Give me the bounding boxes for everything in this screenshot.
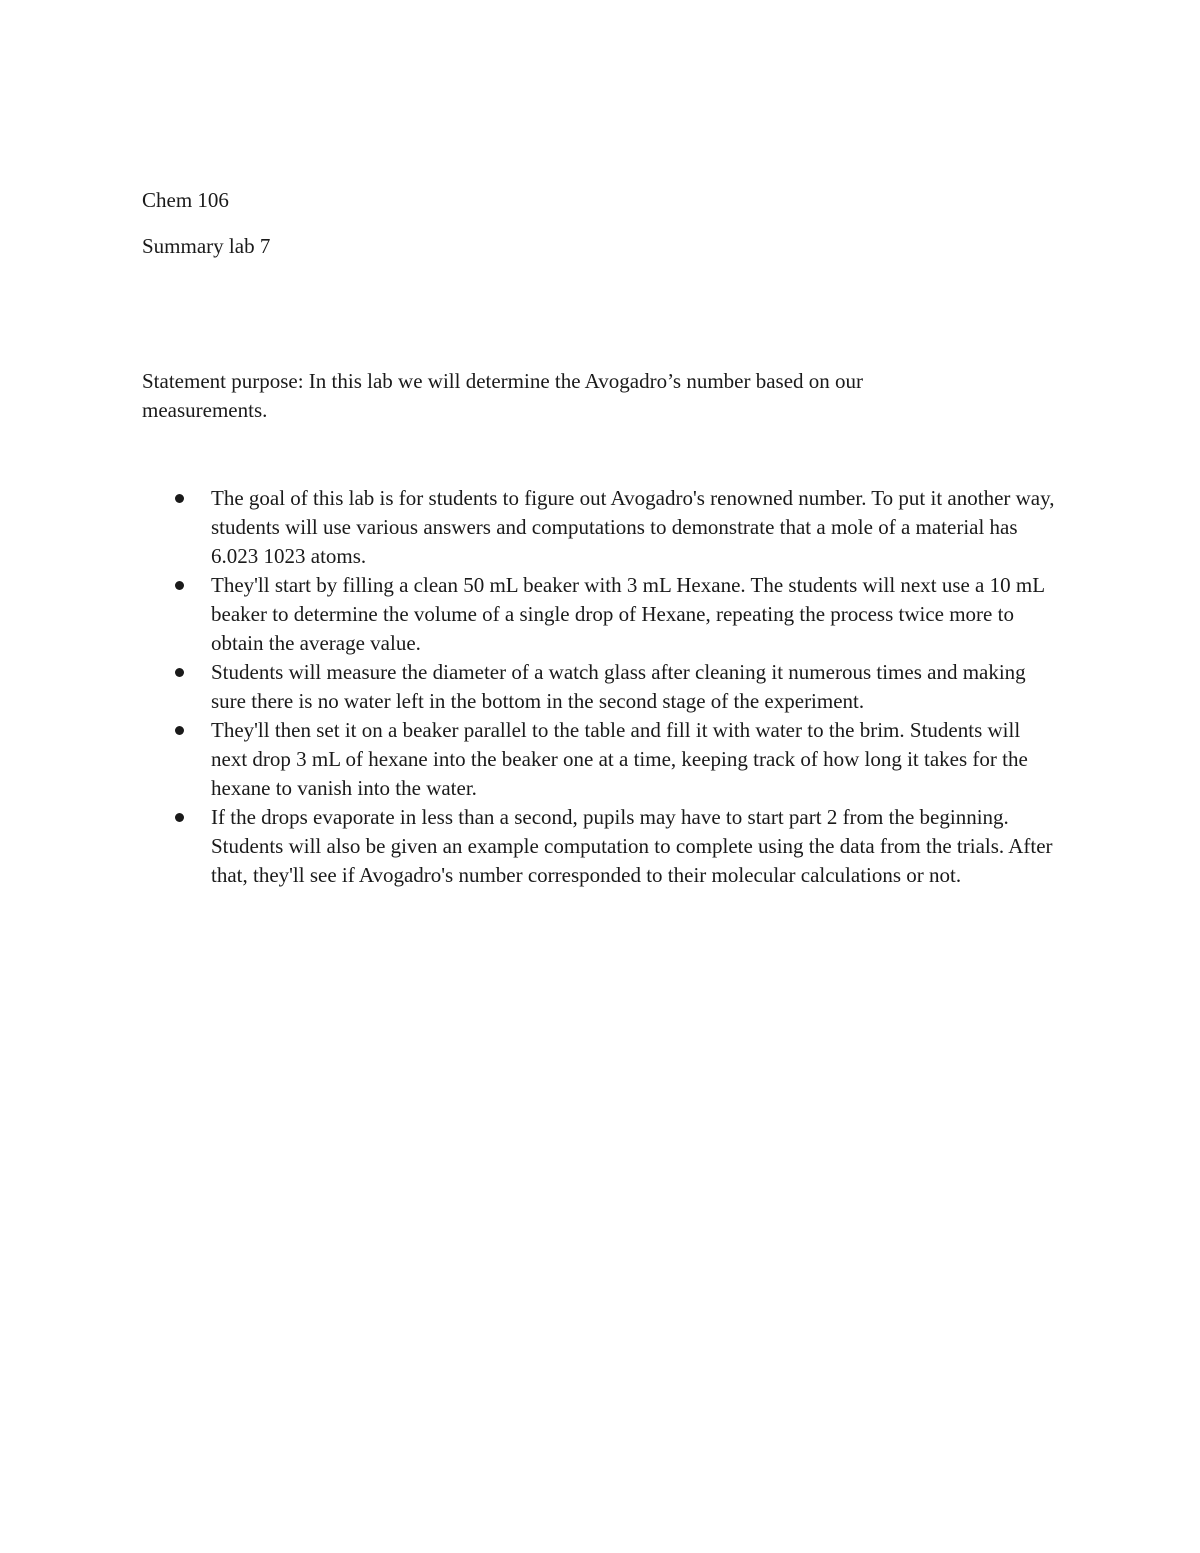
list-item-text: The goal of this lab is for students to figure out Avogadro's renowned number. To put it another way, students will use various answers and computations to demonstrate that a mole of a material has 6.023 1023 atoms. — [211, 486, 1055, 568]
list-item — [142, 803, 1057, 890]
list-item — [142, 484, 1057, 571]
list-item-text: They'll then set it on a beaker parallel to the table and fill it with water to the brim. Students will next drop 3 mL of hexane into the beaker one at a time, keeping track of how long it takes for the hexane to vanish into the water. — [211, 718, 1028, 800]
list-item — [142, 658, 1057, 716]
purpose-statement: Statement purpose: In this lab we will determine the Avogadro’s number based on our measurements. — [142, 369, 864, 422]
list-item-text: If the drops evaporate in less than a second, pupils may have to start part 2 from the beginning. Students will also be given an example computation to complete using the data from the trials. After that, they'll see if Avogadro's number corresponded to their molecular calculations or not. — [211, 805, 1053, 887]
list-item-text: They'll start by filling a clean 50 mL beaker with 3 mL Hexane. The students will next use a 10 mL beaker to determine the volume of a single drop of Hexane, repeating the process twice more to obtain the average value. — [211, 573, 1045, 655]
course-title: Chem 106 — [142, 188, 229, 212]
list-item-text: Students will measure the diameter of a watch glass after cleaning it numerous times and making sure there is no water left in the bottom in the second stage of the experiment. — [211, 660, 1026, 713]
bullet-icon — [175, 726, 184, 735]
bullet-icon — [175, 494, 184, 503]
bullet-icon — [175, 668, 184, 677]
list-item — [142, 571, 1057, 658]
summary-bullet-list — [142, 484, 1057, 890]
bullet-icon — [175, 581, 184, 590]
list-item — [142, 716, 1057, 803]
lab-subtitle: Summary lab 7 — [142, 234, 271, 258]
bullet-icon — [175, 813, 184, 822]
